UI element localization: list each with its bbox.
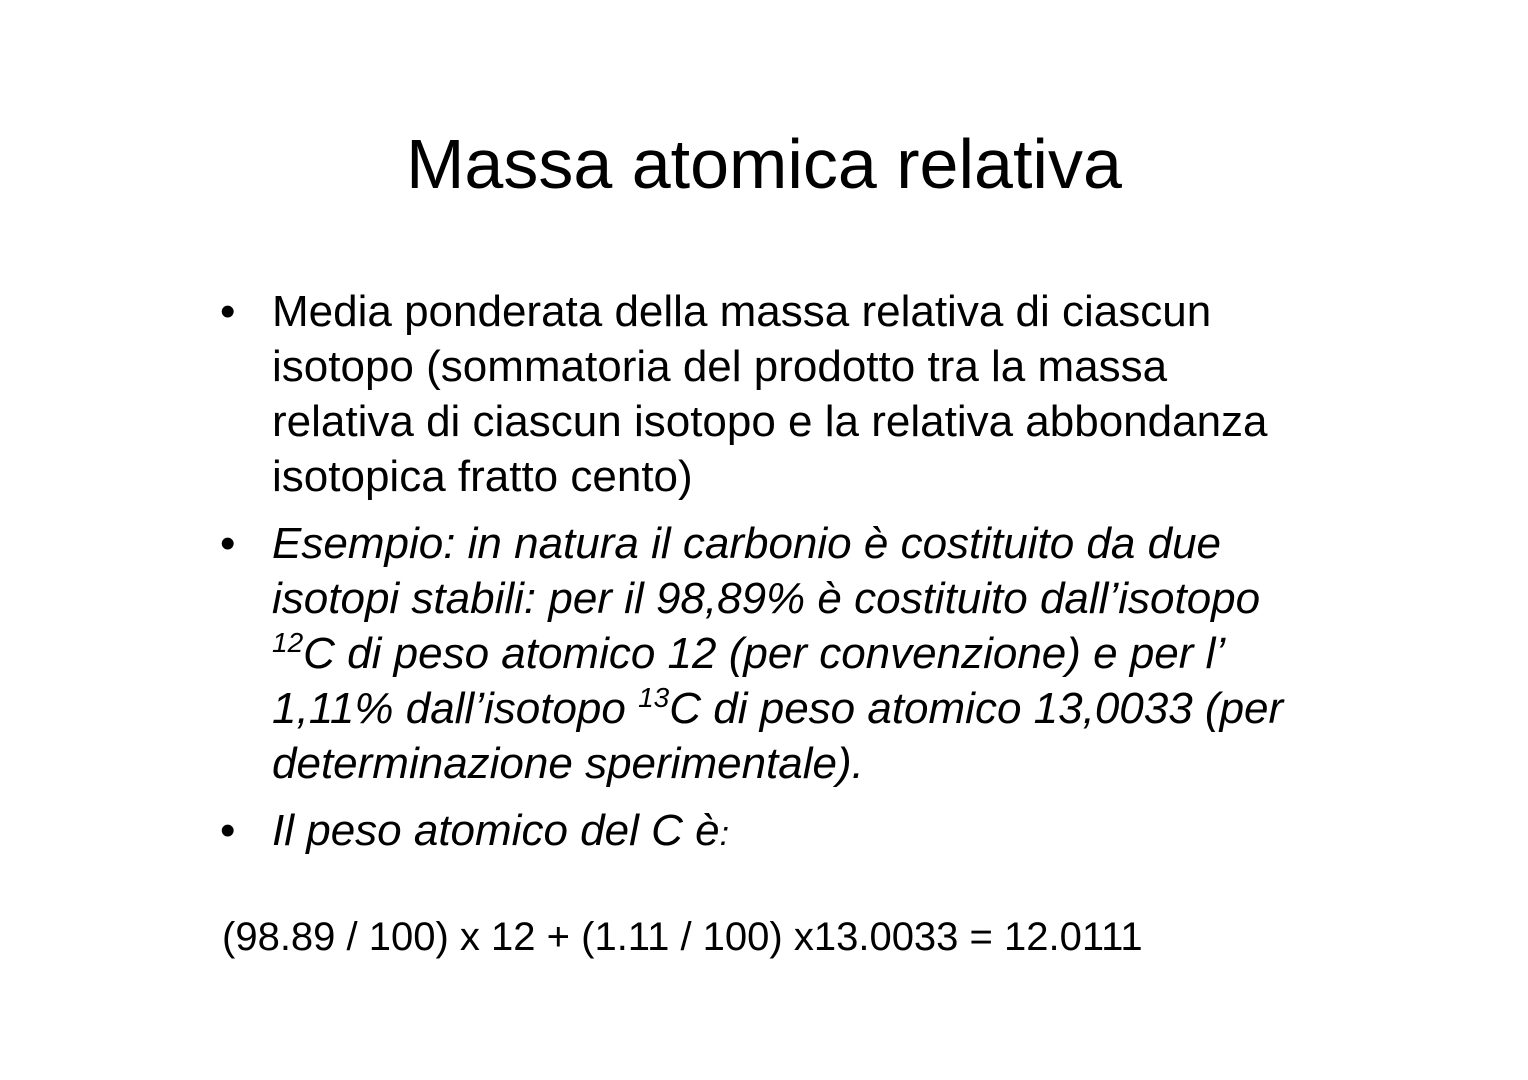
example-text-part3: C di peso atomico 13,0033 (per determinazione sperimentale). bbox=[272, 684, 1284, 788]
isotope-mass-number-12: 12 bbox=[272, 627, 304, 658]
atomic-weight-text: Il peso atomico del C è bbox=[272, 806, 720, 855]
definition-text: Media ponderata della massa relativa di ciascun isotopo (sommatoria del prodotto tra la massa relativa di ciascun isotopo e la relativa abbondanza isotopica fratto cento) bbox=[272, 287, 1268, 501]
example-text-part2: C di peso atomico 12 (per convenzione) e per l’ 1,11% dall’isotopo bbox=[272, 629, 1223, 733]
bullet-marker: • bbox=[220, 519, 236, 568]
bullet-marker: • bbox=[220, 806, 236, 855]
bullet-list bbox=[220, 284, 1320, 874]
isotope-mass-number-13: 13 bbox=[638, 682, 670, 713]
slide-title: Massa atomica relativa bbox=[406, 125, 1122, 203]
formula-line: (98.89 / 100) x 12 + (1.11 / 100) x13.0033 = 12.0111 bbox=[222, 915, 1143, 959]
bullet-marker: • bbox=[220, 287, 236, 336]
atomic-weight-colon: : bbox=[719, 815, 730, 853]
example-text-part1: Esempio: in natura il carbonio è costituito da due isotopi stabili: per il 98,89% è costituito dall’isotopo bbox=[272, 519, 1261, 623]
bullet-definition bbox=[220, 284, 1320, 504]
bullet-atomic-weight bbox=[220, 803, 1320, 862]
bullet-example bbox=[220, 516, 1320, 791]
